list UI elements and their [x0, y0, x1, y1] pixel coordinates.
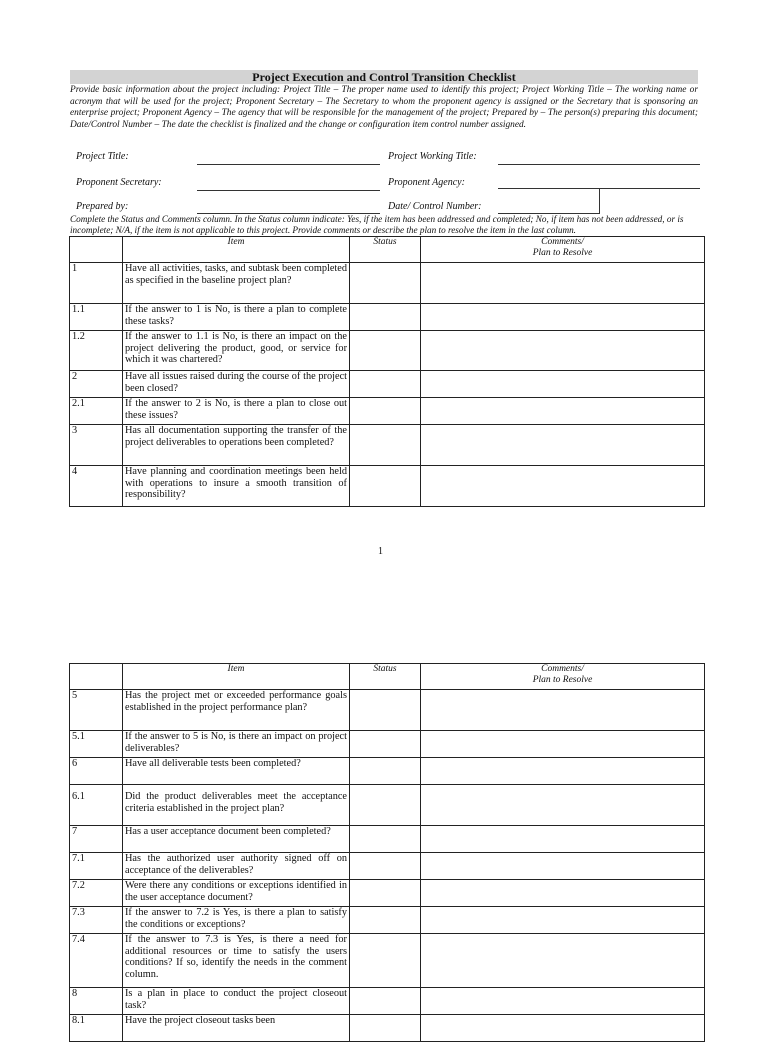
comments-cell[interactable]	[421, 988, 705, 1015]
item-number: 6.1	[70, 785, 123, 826]
table-row	[70, 398, 705, 425]
item-question: Have all issues raised during the course of the project been closed?	[123, 371, 350, 398]
checklist-table-page-2	[69, 663, 705, 1042]
comments-header-line2: Plan to Resolve	[532, 248, 593, 258]
item-question: Did the product deliverables meet the acceptance criteria established in the project plan?	[123, 785, 350, 826]
item-number: 2.1	[70, 398, 123, 425]
item-number: 5.1	[70, 731, 123, 758]
item-question: If the answer to 7.2 is Yes, is there a plan to satisfy the conditions or exceptions?	[123, 907, 350, 934]
status-cell[interactable]	[350, 371, 421, 398]
comments-cell[interactable]	[421, 880, 705, 907]
prepared-by-label: Prepared by:	[76, 201, 129, 212]
comments-cell[interactable]	[421, 934, 705, 988]
comments-cell[interactable]	[421, 731, 705, 758]
item-header: Item	[123, 237, 350, 263]
comments-header-line1: Comments/	[541, 237, 584, 247]
table-row	[70, 880, 705, 907]
comments-header	[421, 664, 705, 690]
project-title-line[interactable]	[197, 164, 380, 165]
status-cell[interactable]	[350, 853, 421, 880]
table-row	[70, 853, 705, 880]
table-row	[70, 907, 705, 934]
item-number: 7.1	[70, 853, 123, 880]
item-number: 7	[70, 826, 123, 853]
item-number: 6	[70, 758, 123, 785]
item-number: 3	[70, 425, 123, 466]
item-question: If the answer to 2 is No, is there a plan to close out these issues?	[123, 398, 350, 425]
table-row	[70, 988, 705, 1015]
item-question: Have all deliverable tests been completed?	[123, 758, 350, 785]
item-number: 5	[70, 690, 123, 731]
page-number: 1	[378, 546, 383, 557]
table-row	[70, 466, 705, 507]
table-row	[70, 304, 705, 331]
item-number: 4	[70, 466, 123, 507]
item-question: Has all documentation supporting the transfer of the project deliverables to operations been completed?	[123, 425, 350, 466]
item-number: 1.1	[70, 304, 123, 331]
item-question: Have the project closeout tasks been	[123, 1015, 350, 1042]
date-control-number-label: Date/ Control Number:	[388, 201, 482, 212]
project-working-title-label: Project Working Title:	[388, 151, 477, 162]
status-cell[interactable]	[350, 425, 421, 466]
date-control-divider	[599, 189, 600, 214]
item-question: If the answer to 7.3 is Yes, is there a need for additional resources or time to satisfy the users conditions? If so, identify the needs in the comment column.	[123, 934, 350, 988]
item-question: Have all activities, tasks, and subtask been completed as specified in the baseline project plan?	[123, 263, 350, 304]
table-row	[70, 371, 705, 398]
project-working-title-line[interactable]	[498, 164, 700, 165]
status-cell[interactable]	[350, 934, 421, 988]
status-cell[interactable]	[350, 331, 421, 371]
comments-header-line1: Comments/	[541, 664, 584, 674]
item-question: If the answer to 1.1 is No, is there an impact on the project delivering the product, good, or service for which it was chartered?	[123, 331, 350, 371]
table-row	[70, 1015, 705, 1042]
comments-header-line2: Plan to Resolve	[532, 675, 593, 685]
comments-cell[interactable]	[421, 304, 705, 331]
comments-cell[interactable]	[421, 907, 705, 934]
item-number: 7.4	[70, 934, 123, 988]
status-cell[interactable]	[350, 304, 421, 331]
status-cell[interactable]	[350, 466, 421, 507]
item-question: Has a user acceptance document been completed?	[123, 826, 350, 853]
item-question: Has the authorized user authority signed off on acceptance of the deliverables?	[123, 853, 350, 880]
proponent-secretary-label: Proponent Secretary:	[76, 177, 162, 188]
item-question: Were there any conditions or exceptions identified in the user acceptance document?	[123, 880, 350, 907]
item-question: Has the project met or exceeded performance goals established in the project performance plan?	[123, 690, 350, 731]
item-number: 1	[70, 263, 123, 304]
table-row	[70, 934, 705, 988]
status-cell[interactable]	[350, 263, 421, 304]
table-row	[70, 785, 705, 826]
comments-cell[interactable]	[421, 785, 705, 826]
status-cell[interactable]	[350, 1015, 421, 1042]
status-cell[interactable]	[350, 988, 421, 1015]
table-row	[70, 731, 705, 758]
project-title-label: Project Title:	[76, 151, 129, 162]
status-cell[interactable]	[350, 731, 421, 758]
comments-cell[interactable]	[421, 853, 705, 880]
table-row	[70, 263, 705, 304]
status-cell[interactable]	[350, 826, 421, 853]
status-header: Status	[350, 664, 421, 690]
item-question: Is a plan in place to conduct the project closeout task?	[123, 988, 350, 1015]
status-header: Status	[350, 237, 421, 263]
comments-cell[interactable]	[421, 398, 705, 425]
comments-header	[421, 237, 705, 263]
item-number: 7.3	[70, 907, 123, 934]
comments-cell[interactable]	[421, 466, 705, 507]
status-cell[interactable]	[350, 880, 421, 907]
proponent-agency-label: Proponent Agency:	[388, 177, 465, 188]
item-question: If the answer to 5 is No, is there an impact on project deliverables?	[123, 731, 350, 758]
comments-cell[interactable]	[421, 1015, 705, 1042]
item-number: 7.2	[70, 880, 123, 907]
instructions: Complete the Status and Comments column. In the Status column indicate: Yes, if the item has been addressed and completed; No, if item has not been addressed, or is incomplete; N/A, if the item is not applicable to this project. Provide comments or describe the plan to resolve the item in the last column.	[70, 214, 684, 235]
comments-cell[interactable]	[421, 371, 705, 398]
item-question: Have planning and coordination meetings been held with operations to insure a smooth transition of responsibility?	[123, 466, 350, 507]
table-row	[70, 331, 705, 371]
item-header: Item	[123, 664, 350, 690]
item-number-header	[70, 237, 123, 263]
item-number: 8.1	[70, 1015, 123, 1042]
item-number-header	[70, 664, 123, 690]
table-row	[70, 690, 705, 731]
item-number: 1.2	[70, 331, 123, 371]
comments-cell[interactable]	[421, 425, 705, 466]
status-cell[interactable]	[350, 907, 421, 934]
comments-cell[interactable]	[421, 826, 705, 853]
table-row	[70, 758, 705, 785]
status-cell[interactable]	[350, 690, 421, 731]
status-cell[interactable]	[350, 398, 421, 425]
status-cell[interactable]	[350, 785, 421, 826]
comments-cell[interactable]	[421, 331, 705, 371]
item-number: 8	[70, 988, 123, 1015]
checklist-title: Project Execution and Control Transition Checklist	[70, 70, 698, 84]
item-number: 2	[70, 371, 123, 398]
status-cell[interactable]	[350, 758, 421, 785]
intro-paragraph: Provide basic information about the project including: Project Title – The proper name used to identify this project; Project Working Title – The working name or acronym that will be used for the project; Proponent Secretary – The Secretary to whom the proponent agency is assigned or the Secretary that is sponsoring an enterprise project; Proponent Agency – The agency that will be responsible for the management of the project; Prepared by – The person(s) preparing this document; Date/Control Number – The date the checklist is finalized and the change or configuration item control number assigned.	[70, 85, 698, 130]
comments-cell[interactable]	[421, 690, 705, 731]
comments-cell[interactable]	[421, 758, 705, 785]
table-row	[70, 826, 705, 853]
comments-cell[interactable]	[421, 263, 705, 304]
proponent-secretary-line[interactable]	[197, 190, 380, 191]
table-row	[70, 425, 705, 466]
checklist-table-page-1	[69, 236, 705, 507]
item-question: If the answer to 1 is No, is there a plan to complete these tasks?	[123, 304, 350, 331]
